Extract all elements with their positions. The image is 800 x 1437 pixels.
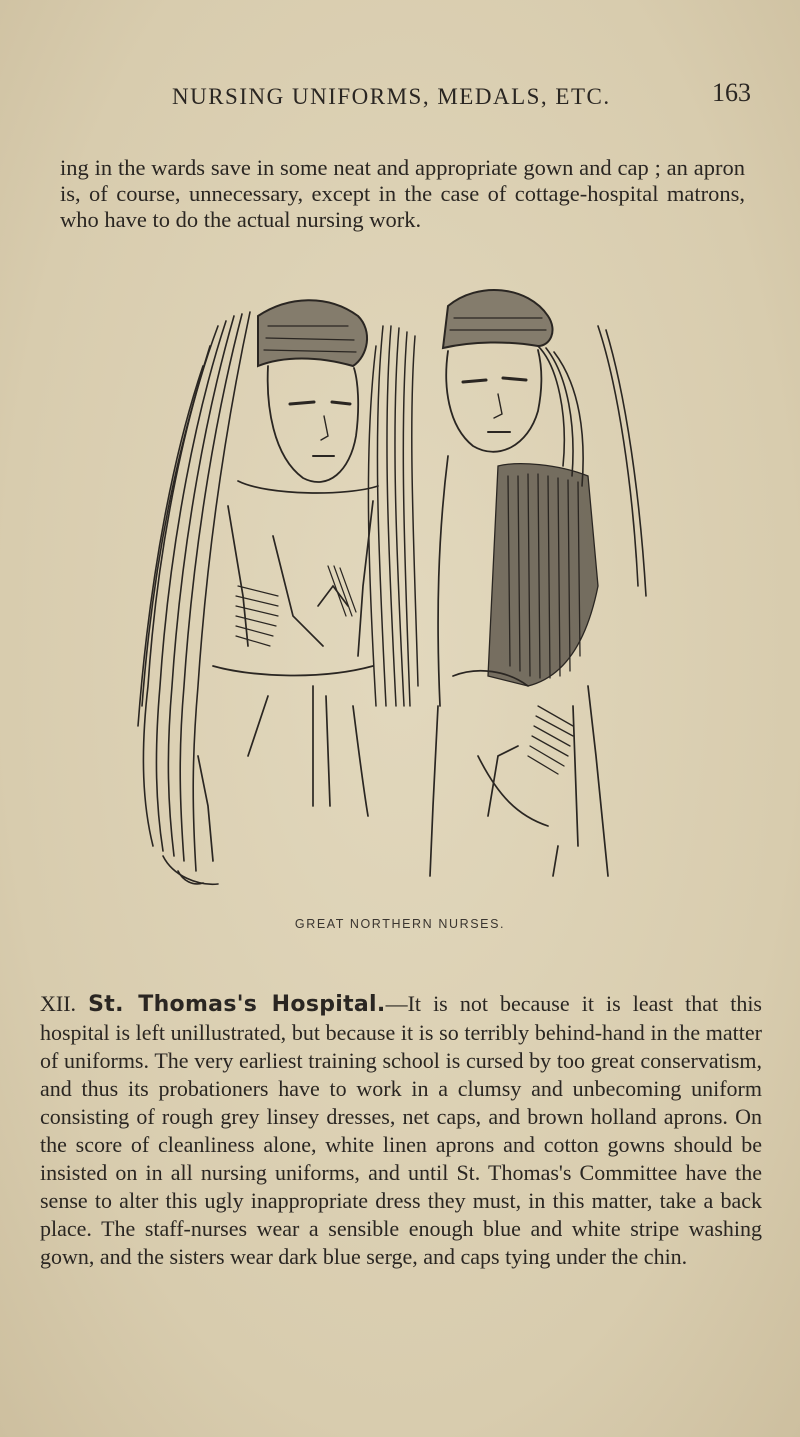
center-veil	[368, 326, 418, 706]
illustration-two-nurses	[118, 286, 663, 906]
left-nurse-arm-shading	[236, 566, 356, 646]
left-nurse-dress	[198, 481, 378, 861]
right-nurse-cap	[443, 290, 553, 348]
right-nurse-face	[446, 350, 541, 452]
left-nurse-veil	[138, 312, 250, 871]
page-number: 163	[712, 78, 751, 107]
left-nurse-cap	[258, 300, 367, 366]
nurses-engraving	[118, 286, 663, 906]
figure-caption: GREAT NORTHERN NURSES.	[294, 917, 506, 931]
page-header	[0, 78, 800, 118]
left-nurse-hem	[163, 856, 218, 884]
section-paragraph	[40, 990, 762, 1271]
intro-paragraph: ing in the wards save in some neat and appropriate gown and cap ; an apron is, of course, unnecessary, except in the case of cottage-hospital matrons, who have to do the actual nursing work.	[60, 154, 745, 232]
running-head: NURSING UNIFORMS, MEDALS, ETC.	[172, 84, 611, 109]
right-nurse-cape	[488, 464, 598, 686]
section-number: XII.	[40, 991, 77, 1016]
left-nurse-face	[268, 366, 358, 482]
section-dash: —	[385, 991, 408, 1016]
right-nurse-hand	[528, 706, 573, 774]
section-title: St. Thomas's Hospital.	[88, 992, 386, 1017]
section-body: It is not because it is least that this hospital is left unillustrated, but because it is so terribly behind-hand in the matter of uniforms. The very earliest training school is cursed by too great conservatism, and thus its probationers have to work in a clumsy and unbecoming uniform consisting of rough grey linsey dresses, net caps, and brown holland aprons. On the score of cleanliness alone, white linen aprons and cotton gowns should be insisted on in all nursing uniforms, and until St. Thomas's Committee have the sense to alter this ugly inappropriate dress they must, in this matter, take a back place. The staff-nurses wear a sensible enough blue and white stripe washing gown, and the sisters wear dark blue serge, and caps tying under the chin.	[40, 991, 762, 1269]
